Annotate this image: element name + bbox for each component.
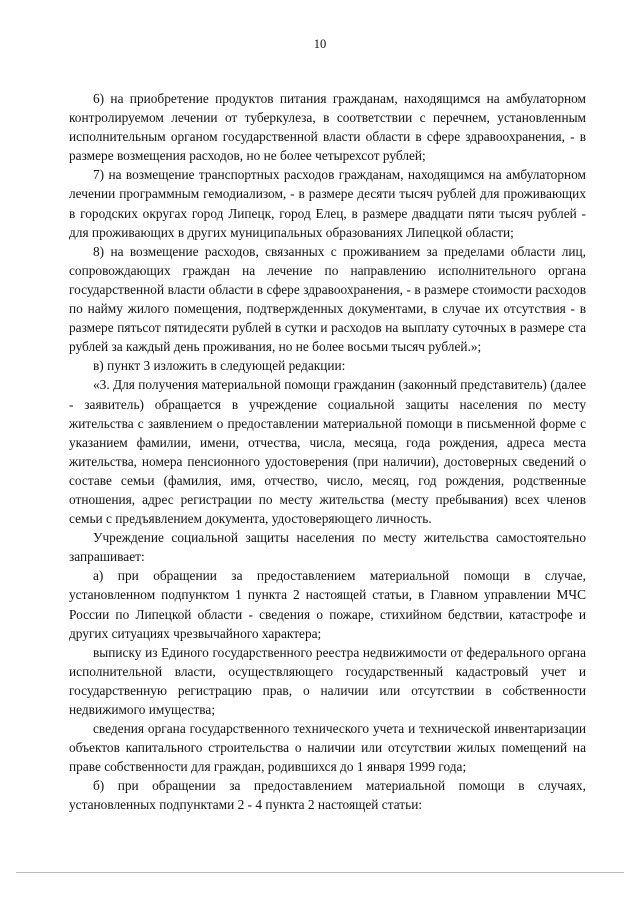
paragraph-a: а) при обращении за предоставлением материальной помощи в случае, установленном подпунктом 1 пункта 2 настоящей статьи, в Главном управлении МЧС России по Липецкой области - сведения о пожаре, стихийном бедствии, катастрофе и других ситуациях чрезвычайного характера; (69, 568, 586, 641)
paragraph-technical-inventory: сведения органа государственного технического учета и технической инвентаризации объектов капитального строительства о наличии или отсутствии жилых помещений на праве собственности для граждан, родившихся до 1 января 1999 года; (69, 721, 586, 775)
page-bottom-edge (16, 872, 624, 873)
paragraph-institution-request: Учреждение социальной защиты населения по месту жительства самостоятельно запрашивает: (69, 530, 586, 565)
document-body (69, 89, 586, 815)
paragraph-3: «3. Для получения материальной помощи гражданин (законный представитель) (далее - заявитель) обращается в учреждение социальной защиты населения по месту жительства с заявлением о предоставлении материальной помощи в письменной форме с указанием фамилии, имени, отчества, числа, месяца, года рождения, адреса места жительства, номера пенсионного удостоверения (при наличии), достоверных сведений о составе семьи (фамилия, имя, отчество, число, месяц, год рождения, родственные отношения, адрес регистрации по месту жительства (месту пребывания) всех членов семьи с предъявлением документа, удостоверяющего личность. (69, 377, 586, 527)
paragraph-8: 8) на возмещение расходов, связанных с проживанием за пределами области лиц, сопровождающих граждан на лечение по направлению исполнительного органа государственной власти области в сфере здравоохранения, - в размере стоимости расходов по найму жилого помещения, подтвержденных документами, в случае их отсутствия - в размере пятьсот пятидесяти рублей в сутки и расходов на выплату суточных в размере ста рублей за каждый день проживания, но не более восьми тысяч рублей.»; (69, 243, 586, 355)
paragraph-7: 7) на возмещение транспортных расходов гражданам, находящимся на амбулаторном лечении программным гемодиализом, - в размере десяти тысяч рублей для проживающих в городских округах город Липецк, город Елец, в размере двадцати пяти тысяч рублей - для проживающих в других муниципальных образованиях Липецкой области; (69, 167, 586, 240)
paragraph-b: б) при обращении за предоставлением материальной помощи в случаях, установленных подпунктами 2 - 4 пункта 2 настоящей статьи: (69, 778, 586, 813)
paragraph-v: в) пункт 3 изложить в следующей редакции: (93, 358, 346, 374)
page-number: 10 (313, 37, 327, 51)
paragraph-registry-extract: выписку из Единого государственного реестра недвижимости от федерального органа исполнительной власти, осуществляющего государственный кадастровый учет и государственную регистрацию прав, о наличии или отсутствии в собственности недвижимого имущества; (69, 644, 586, 717)
paragraph-6: 6) на приобретение продуктов питания гражданам, находящимся на амбулаторном контролируемом лечении от туберкулеза, в соответствии с перечнем, установленным исполнительным органом государственной власти области в сфере здравоохранения, - в размере возмещения расходов, но не более четырехсот рублей; (69, 91, 586, 164)
